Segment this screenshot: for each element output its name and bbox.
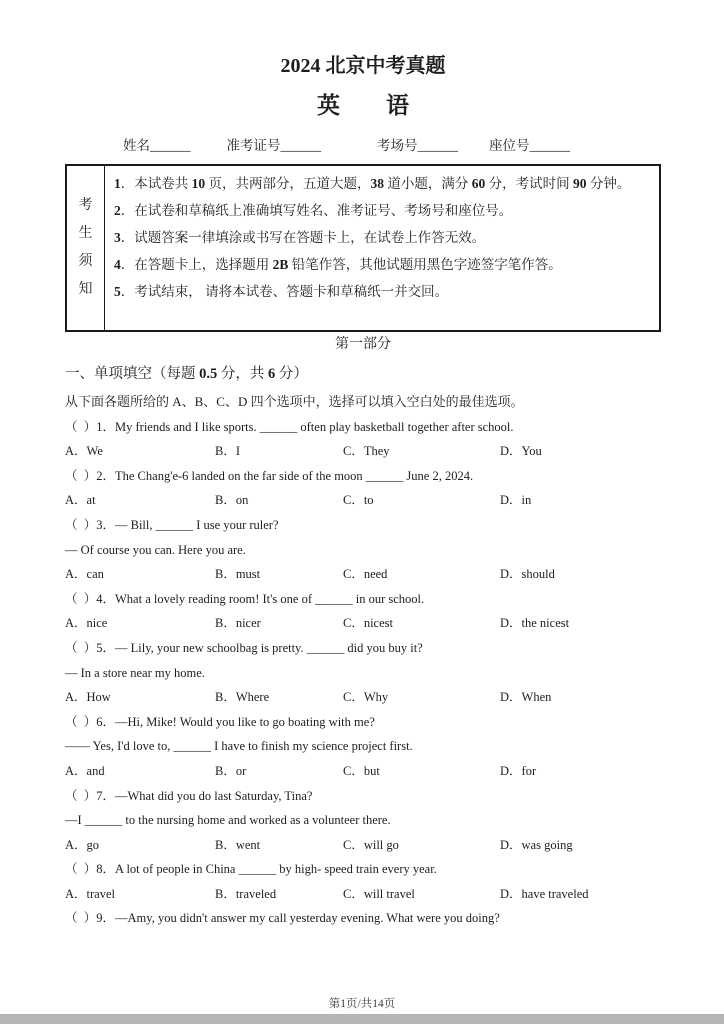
option-a: A．go	[65, 837, 100, 852]
question-stem-6: （ ）6．—Hi, Mike! Would you like to go boating with me?	[65, 714, 375, 729]
option-d: D．When	[500, 690, 552, 705]
subject-title: 英 语	[317, 93, 409, 118]
options-row-2	[65, 488, 661, 513]
notice-item: 2．在试卷和草稿纸上准确填写姓名、准考证号、考场号和座位号。	[114, 203, 513, 218]
page-title: 2024 北京中考真题	[280, 55, 446, 77]
notice-side-label: 考生须知	[78, 198, 93, 297]
option-c: C．will go	[343, 837, 399, 852]
option-a: A．travel	[65, 886, 115, 901]
option-a: A．We	[65, 444, 103, 459]
notice-body	[105, 166, 659, 330]
option-a: A．and	[65, 763, 105, 778]
part-heading: 第一部分	[335, 337, 391, 352]
option-b: B．on	[215, 493, 249, 508]
notice-item: 1．本试卷共 10 页，共两部分，五道大题，38 道小题，满分 60 分，考试时间 90 分钟。	[114, 176, 631, 191]
option-b: B．traveled	[215, 886, 277, 901]
section-instructions: 从下面各题所给的 A、B、C、D 四个选项中，选择可以填入空白处的最佳选项。	[65, 394, 524, 409]
bottom-bar	[0, 1014, 724, 1024]
question-stem-1: （ ）1．My friends and I like sports. ______ often play basketball together after school.	[65, 419, 514, 434]
question-area	[65, 390, 661, 931]
question-reply-6: —— Yes, I'd love to, ______ I have to finish my science project first.	[65, 739, 413, 754]
question-stem-8: （ ）8．A lot of people in China ______ by high- speed train every year.	[65, 862, 437, 877]
option-d: D．for	[500, 763, 537, 778]
option-d: D．was going	[500, 837, 573, 852]
option-c: C．will travel	[343, 886, 415, 901]
options-row-8	[65, 882, 661, 907]
option-d: D．the nicest	[500, 616, 570, 631]
options-row-1	[65, 439, 661, 464]
notice-side-cell	[67, 166, 105, 330]
option-b: B．I	[215, 444, 241, 459]
option-d: D．should	[500, 567, 555, 582]
options-row-5	[65, 685, 661, 710]
candidate-info-row	[65, 137, 661, 155]
options-row-4	[65, 611, 661, 636]
option-b: B．went	[215, 837, 261, 852]
question-reply-5: — In a store near my home.	[65, 665, 205, 680]
option-d: D．You	[500, 444, 542, 459]
notice-item: 3．试题答案一律填涂或书写在答题卡上，在试卷上作答无效。	[114, 230, 486, 245]
option-c: C．Why	[343, 690, 389, 705]
question-stem-9: （ ）9．—Amy, you didn't answer my call yesterday evening. What were you doing?	[65, 911, 500, 926]
options-row-7	[65, 833, 661, 858]
exam-page	[65, 0, 661, 931]
option-c: C．but	[343, 763, 380, 778]
admission-number-field: 准考证号______	[226, 138, 321, 153]
option-a: A．How	[65, 690, 111, 705]
option-d: D．in	[500, 493, 532, 508]
option-a: A．at	[65, 493, 96, 508]
option-b: B．must	[215, 567, 261, 582]
question-stem-4: （ ）4．What a lovely reading room! It's one of ______ in our school.	[65, 591, 425, 606]
question-reply-3: — Of course you can. Here you are.	[65, 542, 246, 557]
question-stem-3: （ ）3．— Bill, ______ I use your ruler?	[65, 517, 279, 532]
section-title: 一、单项填空（每题 0.5 分，共 6 分）	[65, 366, 308, 382]
option-d: D．have traveled	[500, 886, 589, 901]
question-reply-7: —I ______ to the nursing home and worked as a volunteer there.	[65, 813, 391, 828]
question-stem-5: （ ）5．— Lily, your new schoolbag is pretty. ______ did you buy it?	[65, 640, 423, 655]
notice-box	[65, 164, 661, 332]
question-stem-2: （ ）2．The Chang'e-6 landed on the far side of the moon ______ June 2, 2024.	[65, 468, 474, 483]
option-c: C．to	[343, 493, 374, 508]
name-field: 姓名______	[123, 138, 191, 153]
option-b: B．nicer	[215, 616, 261, 631]
page-footer: 第1页/共14页	[328, 998, 396, 1010]
notice-item: 4．在答题卡上，选择题用 2B 铅笔作答，其他试题用黑色字迹签字笔作答。	[114, 257, 562, 272]
option-a: A．nice	[65, 616, 108, 631]
exam-room-field: 考场号______	[377, 138, 458, 153]
option-a: A．can	[65, 567, 104, 582]
option-b: B．Where	[215, 690, 270, 705]
notice-item: 5．考试结束， 请将本试卷、答题卡和草稿纸一并交回。	[114, 284, 449, 299]
options-row-6	[65, 759, 661, 784]
question-stem-7: （ ）7．—What did you do last Saturday, Tina?	[65, 788, 313, 803]
option-c: C．They	[343, 444, 390, 459]
option-c: C．need	[343, 567, 388, 582]
seat-number-field: 座位号______	[489, 138, 570, 153]
options-row-3	[65, 562, 661, 587]
option-b: B．or	[215, 763, 247, 778]
option-c: C．nicest	[343, 616, 393, 631]
